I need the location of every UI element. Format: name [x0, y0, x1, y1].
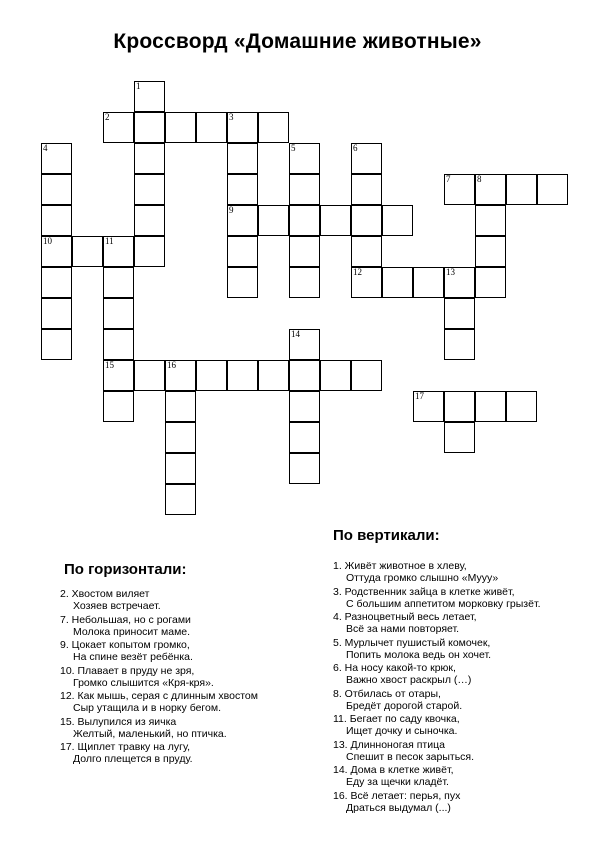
- crossword-cell[interactable]: [351, 143, 382, 174]
- crossword-cell[interactable]: [444, 329, 475, 360]
- crossword-cell[interactable]: [196, 360, 227, 391]
- across-clue: [60, 614, 258, 638]
- clue-number: 17: [415, 391, 424, 401]
- clue-number: 4: [43, 143, 48, 153]
- crossword-cell[interactable]: [165, 484, 196, 515]
- crossword-cell[interactable]: [320, 205, 351, 236]
- clue-line-2: Бредёт дорогой старой.: [346, 699, 463, 712]
- crossword-cell[interactable]: [41, 143, 72, 174]
- crossword-cell[interactable]: [351, 205, 382, 236]
- crossword-cell[interactable]: [258, 112, 289, 143]
- crossword-cell[interactable]: [289, 360, 320, 391]
- crossword-cell[interactable]: [475, 205, 506, 236]
- across-heading: По горизонтали:: [64, 561, 187, 578]
- crossword-cell[interactable]: [103, 360, 134, 391]
- crossword-cell[interactable]: [444, 391, 475, 422]
- crossword-cell[interactable]: [227, 267, 258, 298]
- clue-line-1: 6. На носу какой-то крюк,: [333, 662, 456, 674]
- crossword-cell[interactable]: [413, 267, 444, 298]
- crossword-cell[interactable]: [227, 236, 258, 267]
- clue-number: 15: [105, 360, 114, 370]
- crossword-cell[interactable]: [258, 205, 289, 236]
- crossword-cell[interactable]: [444, 422, 475, 453]
- crossword-cell[interactable]: [134, 143, 165, 174]
- clue-line-1: 16. Всё летает: перья, пух: [333, 789, 461, 802]
- crossword-cell[interactable]: [413, 391, 444, 422]
- down-clues: [333, 560, 541, 815]
- clue-line-2: Еду за щечки кладёт.: [346, 776, 449, 788]
- clue-line-2: Всё за нами повторяет.: [346, 623, 460, 635]
- crossword-cell[interactable]: [134, 236, 165, 267]
- clue-number: 14: [291, 329, 300, 339]
- down-clue: [333, 739, 541, 763]
- crossword-cell[interactable]: [506, 391, 537, 422]
- crossword-cell[interactable]: [41, 174, 72, 205]
- crossword-cell[interactable]: [444, 267, 475, 298]
- crossword-cell[interactable]: [351, 360, 382, 391]
- clue-number: 13: [446, 267, 455, 277]
- crossword-cell[interactable]: [103, 391, 134, 422]
- crossword-cell[interactable]: [475, 174, 506, 205]
- crossword-cell[interactable]: [41, 329, 72, 360]
- down-clue: [333, 764, 541, 788]
- crossword-cell[interactable]: [320, 360, 351, 391]
- crossword-cell[interactable]: [72, 236, 103, 267]
- crossword-cell[interactable]: [382, 205, 413, 236]
- clue-line-2: Важно хвост раскрыл (…): [346, 674, 472, 686]
- clue-line-1: 5. Мурлычет пушистый комочек,: [333, 636, 491, 649]
- crossword-cell[interactable]: [289, 329, 320, 360]
- clue-number: 5: [291, 143, 296, 153]
- crossword-cell[interactable]: [165, 360, 196, 391]
- crossword-cell[interactable]: [289, 143, 320, 174]
- crossword-cell[interactable]: [165, 422, 196, 453]
- clue-line-1: 10. Плавает в пруду не зря,: [60, 664, 195, 677]
- clue-number: 11: [105, 236, 114, 246]
- crossword-cell[interactable]: [165, 112, 196, 143]
- clue-line-2: Оттуда громко слышно «Мууу»: [346, 572, 499, 584]
- crossword-cell[interactable]: [258, 360, 289, 391]
- clue-number: 9: [229, 205, 234, 215]
- clue-number: 3: [229, 112, 234, 122]
- down-clue: [333, 662, 541, 686]
- clue-line-2: Драться выдумал (...): [346, 801, 451, 814]
- clue-line-2: Ищет дочку и сыночка.: [346, 725, 458, 737]
- crossword-cell[interactable]: [289, 174, 320, 205]
- clue-line-2: Желтый, маленький, но птичка.: [73, 727, 227, 740]
- across-clues: [60, 588, 258, 767]
- clue-line-1: 14. Дома в клетке живёт,: [333, 764, 454, 776]
- crossword-cell[interactable]: [351, 267, 382, 298]
- crossword-cell[interactable]: [134, 360, 165, 391]
- crossword-cell[interactable]: [506, 174, 537, 205]
- clue-line-2: Хозяев встречает.: [73, 600, 161, 612]
- crossword-cell[interactable]: [289, 391, 320, 422]
- clue-line-1: 15. Вылупился из яичка: [60, 715, 177, 728]
- clue-line-2: Молока приносит маме.: [73, 625, 191, 638]
- down-clue: [333, 790, 541, 814]
- clue-line-2: С большим аппетитом морковку грызёт.: [346, 597, 541, 610]
- crossword-cell[interactable]: [165, 391, 196, 422]
- clue-number: 1: [136, 81, 141, 91]
- across-clue: [60, 639, 258, 663]
- down-clue: [333, 637, 541, 661]
- crossword-cell[interactable]: [134, 174, 165, 205]
- across-clue: [60, 690, 258, 714]
- crossword-cell[interactable]: [227, 143, 258, 174]
- crossword-cell[interactable]: [41, 298, 72, 329]
- clue-line-1: 1. Живёт животное в хлеву,: [333, 560, 467, 572]
- crossword-cell[interactable]: [227, 174, 258, 205]
- page-title: Кроссворд «Домашние животные»: [113, 30, 482, 53]
- down-clue: [333, 586, 541, 610]
- crossword-cell[interactable]: [351, 236, 382, 267]
- crossword-cell[interactable]: [196, 112, 227, 143]
- clue-line-2: Спешит в песок зарыться.: [346, 750, 475, 763]
- across-clue: [60, 588, 258, 612]
- crossword-cell[interactable]: [103, 236, 134, 267]
- crossword-cell[interactable]: [134, 81, 165, 112]
- down-clue: [333, 688, 541, 712]
- down-clue: [333, 611, 541, 635]
- clue-line-1: 17. Щиплет травку на лугу,: [60, 741, 191, 753]
- crossword-cell[interactable]: [134, 112, 165, 143]
- clue-number: 2: [105, 112, 110, 122]
- crossword-cell[interactable]: [382, 267, 413, 298]
- crossword-cell[interactable]: [227, 360, 258, 391]
- crossword-cell[interactable]: [475, 267, 506, 298]
- clue-line-1: 2. Хвостом виляет: [60, 588, 150, 600]
- clue-number: 7: [446, 174, 451, 184]
- clue-number: 10: [43, 236, 52, 246]
- across-clue: [60, 716, 258, 740]
- crossword-cell[interactable]: [41, 267, 72, 298]
- clue-number: 6: [353, 143, 358, 153]
- clue-line-1: 11. Бегает по саду квочка,: [333, 713, 460, 725]
- clue-line-2: Громко слышится «Кря-кря».: [73, 676, 214, 689]
- crossword-cell[interactable]: [103, 112, 134, 143]
- clue-line-1: 4. Разноцветный весь летает,: [333, 611, 477, 623]
- clue-line-1: 12. Как мышь, серая с длинным хвостом: [60, 690, 258, 702]
- crossword-cell[interactable]: [41, 236, 72, 267]
- clue-line-2: Попить молока ведь он хочет.: [346, 648, 492, 661]
- crossword-cell[interactable]: [475, 391, 506, 422]
- crossword-cell[interactable]: [289, 267, 320, 298]
- crossword-cell[interactable]: [103, 329, 134, 360]
- down-clue: [333, 713, 541, 737]
- clue-line-1: 13. Длинноногая птица: [333, 738, 445, 751]
- crossword-cell[interactable]: [165, 453, 196, 484]
- crossword-cell[interactable]: [289, 422, 320, 453]
- crossword-cell[interactable]: [289, 236, 320, 267]
- clue-line-2: Сыр утащила и в норку бегом.: [73, 702, 221, 714]
- clue-line-1: 3. Родственник зайца в клетке живёт,: [333, 585, 515, 598]
- crossword-cell[interactable]: [227, 112, 258, 143]
- clue-line-1: 7. Небольшая, но с рогами: [60, 613, 191, 626]
- crossword-cell[interactable]: [103, 298, 134, 329]
- crossword-cell[interactable]: [289, 453, 320, 484]
- crossword-cell[interactable]: [444, 174, 475, 205]
- clue-line-2: На спине везёт ребёнка.: [73, 651, 193, 663]
- crossword-cell[interactable]: [537, 174, 568, 205]
- clue-line-1: 9. Цокает копытом громко,: [60, 639, 190, 651]
- down-heading: По вертикали:: [333, 527, 440, 544]
- crossword-cell[interactable]: [103, 267, 134, 298]
- clue-number: 8: [477, 174, 482, 184]
- clue-line-2: Долго плещется в пруду.: [73, 753, 193, 765]
- crossword-cell[interactable]: [227, 205, 258, 236]
- crossword-cell[interactable]: [134, 205, 165, 236]
- crossword-cell[interactable]: [444, 298, 475, 329]
- crossword-cell[interactable]: [351, 174, 382, 205]
- clue-number: 16: [167, 360, 176, 370]
- clue-number: 12: [353, 267, 362, 277]
- across-clue: [60, 665, 258, 689]
- crossword-cell[interactable]: [41, 205, 72, 236]
- down-clue: [333, 560, 541, 584]
- crossword-cell[interactable]: [475, 236, 506, 267]
- across-clue: [60, 741, 258, 765]
- crossword-cell[interactable]: [289, 205, 320, 236]
- clue-line-1: 8. Отбилась от отары,: [333, 687, 441, 700]
